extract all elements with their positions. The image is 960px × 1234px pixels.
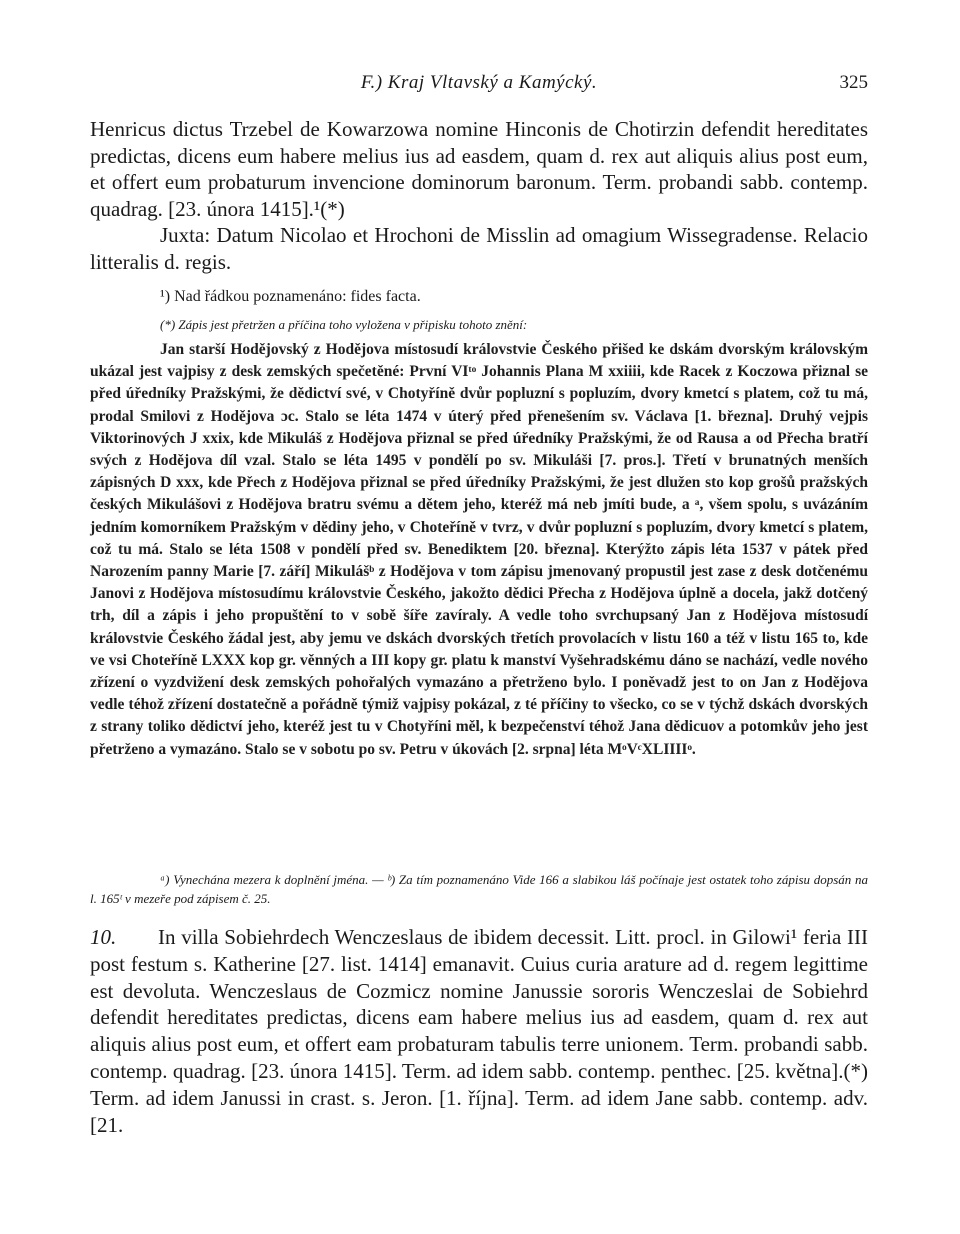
footnotes: ᵃ) Vynechána mezera k doplnění jména. — ᵇ) Za tím poznamenáno Vide 166 a slabikou láš počínaje jest ostatek toho zápisu dopsán na l. 165ᵗ v mezeře pod zápisem č. 25. — [90, 872, 868, 906]
main-text — [90, 116, 868, 276]
quoted-annotation: Jan starší Hodějovský z Hodějova místosudí královstvie Českého přišed ke dskám dvorským královským ukázal jest vajpisy z desk zemských spečetěné: První VIᵗᵒ Johannis Plana M xxiiii, kde Racek z Koczowa přiznal se před úředníky Pražskými, že dědictví své, v Chotyříně dvůr popluzní s popluzím, dvory kmetcí s platem, což tu má, prodal Smilovi z Hodějova ɔc. Stalo se léta 1474 v úterý před přenešením sv. Václava [1. března]. Druhý vejpis Viktorinových J xxix, kde Mikuláš z Hodějova přiznal se před úředníky Pražskými, že od Rausa a od Přecha bratří svých z Hodějova díl vzal. Stalo se léta 1495 v pondělí po sv. Mikuláši [7. pros.]. Třetí v brunatných menších zápisných D xxx, kde Přech z Hodějova přiznal se před úředníky Pražskými, že jest dlužen sto kop grošů pražských českých Mikulášovi z Hodějova bratru svému a dětem jeho, kteréž má neb jmíti bude, a ᵃ, všem spolu, s uvázáním jedním komorníkem Pražským v dědiny jeho, v Choteříně v tvrz, v dvůr popluzní s popluzím, dvory kmetcí s platem, což tu má. Stalo se léta 1508 v pondělí před sv. Benediktem [20. března]. Kterýžto zápis léta 1537 v pátek před Narozením panny Marie [7. září] Mikulášᵇ z Hodějova v tom zápisu jmenovaný propustil jest zase z desk dotčenému Janovi z Hodějova místosudímu královstvie Českého, jakožto dědici Přecha z Hodějova úplně a docela, jakž dotčený trh, díl a zápis i jeho propuštění to v sobě šíře zavíraly. A vedle toho svrchupsaný Jan z Hodějova místosudí královstvie Českého žádal jest, aby jemu ve dskách dvorských třetích provolacích v listu 160 a též v listu 165 to, kde ve vsi Choteříně LXXX kop gr. věnných a III kopy gr. platu k manství Vyšehradskému dáno se nachází, vedle nového zřízení o vyzdvižení desk zemských pohořalých vymazáno a přetrženo bylo. I poněvadž jest to on Jan z Hodějova vedle téhož zřízení dostatečně a pořádně týmiž vajpisy pokázal, z té příčiny to všecko, co se v týchž dskách dvorských z strany toliko dědictví jeho, kteréž jest tu v Chotyříni měl, k bezpečenství téhož Jana dědicuov a potomkův jeho jest přetrženo a vymazáno. Stalo se v sobotu po sv. Petru v úkovách [2. srpna] léta MᵒVᶜXLIIIIᵒ. — [90, 341, 868, 758]
entry-number: 10. — [90, 925, 117, 949]
juxta-paragraph: Juxta: Datum Nicolao et Hrochoni de Misslin ad omagium Wissegradense. Relacio litteralis d. regis. — [90, 223, 868, 274]
page-number: 325 — [839, 72, 868, 93]
header-title: F.) Kraj Vltavský a Kamýcký. — [360, 72, 598, 93]
running-header — [90, 72, 868, 100]
main-paragraph: Henricus dictus Trzebel de Kowarzowa nomine Hinconis de Chotirzin defendit hereditates predictas, dicens eum habere melius ius ad easdem, quam d. rex aut aliquis alius post eum, et offert eum probaturum invencione dominorum baronum. Term. probandi sabb. contemp. quadrag. [23. února 1415].¹(*) — [90, 117, 868, 221]
note-1: ¹) Nad řádkou poznamenáno: fides facta. — [160, 288, 421, 305]
entry-10 — [90, 924, 868, 1138]
note-star: (*) Zápis jest přetržen a příčina toho vyložena v připisku tohoto znění: — [160, 317, 528, 332]
entry-text: In villa Sobiehrdech Wenczeslaus de ibidem decessit. Litt. procl. in Gilowi¹ feria III post festum s. Katherine [27. list. 1414] emanavit. Cuius curia arature ad d. regem legittime est devoluta. Wenczeslaus de Cozmicz nomine Janussie sororis Wenczeslai de Sobiehrd defendit hereditates predictas, dicens eam habere melius ius ad easdem, quam d. rex aut aliquis alius post eum, et offert eam probaturam tabulis terre unionem. Term. probandi sabb. contemp. quadrag. [23. února 1415]. Term. ad idem sabb. contemp. penthec. [25. května].(*) Term. ad idem Janussi in crast. s. Jeron. [1. října]. Term. ad idem Jane sabb. contemp. adv. [21. — [90, 925, 868, 1137]
